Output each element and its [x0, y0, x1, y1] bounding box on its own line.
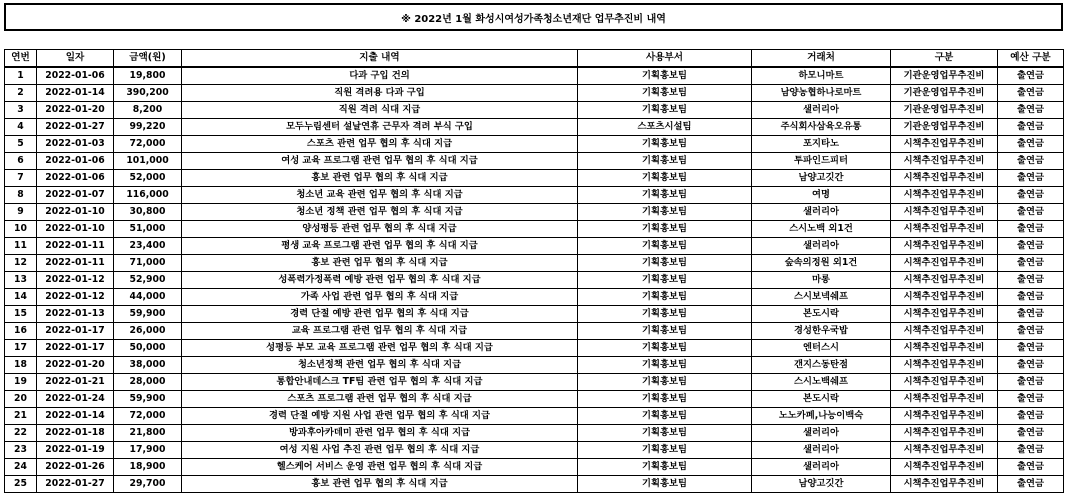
- cell-budget: 출연금: [998, 238, 1064, 255]
- header-vendor: 거래처: [752, 50, 891, 68]
- cell-category: 시책추진업무추진비: [891, 459, 998, 476]
- cell-date: 2022-01-21: [37, 374, 114, 391]
- table-row: [5, 459, 1064, 476]
- cell-no: 14: [5, 289, 37, 306]
- cell-no: 6: [5, 153, 37, 170]
- cell-no: 4: [5, 119, 37, 136]
- cell-department: 기획홍보팀: [578, 374, 752, 391]
- cell-no: 10: [5, 221, 37, 238]
- cell-description: 홍보 관련 업무 협의 후 식대 지급: [182, 255, 578, 272]
- cell-no: 12: [5, 255, 37, 272]
- cell-date: 2022-01-19: [37, 442, 114, 459]
- cell-date: 2022-01-27: [37, 476, 114, 493]
- cell-vendor: 숲속의정원 외1건: [752, 255, 891, 272]
- cell-budget: 출연금: [998, 221, 1064, 238]
- cell-date: 2022-01-17: [37, 340, 114, 357]
- cell-category: 시책추진업무추진비: [891, 289, 998, 306]
- cell-budget: 출연금: [998, 323, 1064, 340]
- cell-category: 시책추진업무추진비: [891, 408, 998, 425]
- cell-budget: 출연금: [998, 476, 1064, 493]
- cell-budget: 출연금: [998, 272, 1064, 289]
- cell-no: 20: [5, 391, 37, 408]
- cell-vendor: 엔터스시: [752, 340, 891, 357]
- cell-description: 다과 구입 건의: [182, 67, 578, 85]
- cell-budget: 출연금: [998, 340, 1064, 357]
- table-body: [5, 67, 1064, 493]
- cell-vendor: 남양농협하나로마트: [752, 85, 891, 102]
- cell-date: 2022-01-20: [37, 357, 114, 374]
- cell-date: 2022-01-12: [37, 289, 114, 306]
- cell-amount: 72,000: [114, 136, 182, 153]
- cell-category: 시책추진업무추진비: [891, 357, 998, 374]
- cell-vendor: 남양고깃간: [752, 170, 891, 187]
- cell-category: 기관운영업무추진비: [891, 85, 998, 102]
- cell-budget: 출연금: [998, 459, 1064, 476]
- cell-vendor: 샐러리아: [752, 238, 891, 255]
- cell-description: 헬스케어 서비스 운영 관련 업무 협의 후 식대 지급: [182, 459, 578, 476]
- cell-budget: 출연금: [998, 136, 1064, 153]
- cell-category: 시책추진업무추진비: [891, 306, 998, 323]
- cell-description: 청소년정책 관련 업무 협의 후 식대 지급: [182, 357, 578, 374]
- cell-description: 직원 격려 식대 지급: [182, 102, 578, 119]
- cell-no: 5: [5, 136, 37, 153]
- cell-department: 기획홍보팀: [578, 357, 752, 374]
- cell-department: 기획홍보팀: [578, 272, 752, 289]
- cell-budget: 출연금: [998, 255, 1064, 272]
- cell-department: 기획홍보팀: [578, 476, 752, 493]
- cell-budget: 출연금: [998, 442, 1064, 459]
- cell-description: 가족 사업 관련 업무 협의 후 식대 지급: [182, 289, 578, 306]
- cell-amount: 99,220: [114, 119, 182, 136]
- cell-vendor: 주식회사삼육오유통: [752, 119, 891, 136]
- cell-budget: 출연금: [998, 374, 1064, 391]
- cell-category: 기관운영업무추진비: [891, 119, 998, 136]
- cell-date: 2022-01-10: [37, 204, 114, 221]
- cell-amount: 29,700: [114, 476, 182, 493]
- cell-description: 방과후아카데미 관련 업무 협의 후 식대 지급: [182, 425, 578, 442]
- cell-amount: 116,000: [114, 187, 182, 204]
- cell-no: 24: [5, 459, 37, 476]
- cell-vendor: 경성한우국밥: [752, 323, 891, 340]
- cell-amount: 8,200: [114, 102, 182, 119]
- table-row: [5, 67, 1064, 85]
- cell-category: 시책추진업무추진비: [891, 391, 998, 408]
- cell-department: 기획홍보팀: [578, 289, 752, 306]
- cell-no: 22: [5, 425, 37, 442]
- cell-no: 23: [5, 442, 37, 459]
- cell-amount: 59,900: [114, 391, 182, 408]
- cell-vendor: 샐러리아: [752, 102, 891, 119]
- cell-department: 기획홍보팀: [578, 391, 752, 408]
- cell-date: 2022-01-10: [37, 221, 114, 238]
- cell-date: 2022-01-24: [37, 391, 114, 408]
- cell-no: 16: [5, 323, 37, 340]
- table-row: [5, 255, 1064, 272]
- cell-date: 2022-01-18: [37, 425, 114, 442]
- cell-date: 2022-01-06: [37, 67, 114, 85]
- cell-no: 18: [5, 357, 37, 374]
- table-row: [5, 289, 1064, 306]
- cell-department: 기획홍보팀: [578, 136, 752, 153]
- table-row: [5, 119, 1064, 136]
- cell-amount: 17,900: [114, 442, 182, 459]
- cell-no: 1: [5, 67, 37, 85]
- cell-description: 경력 단절 예방 지원 사업 관련 업무 협의 후 식대 지급: [182, 408, 578, 425]
- cell-department: 기획홍보팀: [578, 221, 752, 238]
- cell-category: 시책추진업무추진비: [891, 221, 998, 238]
- cell-no: 8: [5, 187, 37, 204]
- cell-department: 스포츠시설팀: [578, 119, 752, 136]
- cell-department: 기획홍보팀: [578, 102, 752, 119]
- table-row: [5, 85, 1064, 102]
- cell-category: 시책추진업무추진비: [891, 425, 998, 442]
- table-row: [5, 136, 1064, 153]
- cell-department: 기획홍보팀: [578, 408, 752, 425]
- cell-vendor: 샐러리아: [752, 442, 891, 459]
- cell-department: 기획홍보팀: [578, 67, 752, 85]
- cell-category: 시책추진업무추진비: [891, 187, 998, 204]
- cell-description: 양성평등 관련 업무 협의 후 식대 지급: [182, 221, 578, 238]
- cell-amount: 23,400: [114, 238, 182, 255]
- table-row: [5, 340, 1064, 357]
- cell-vendor: 스시노백 외1건: [752, 221, 891, 238]
- cell-category: 시책추진업무추진비: [891, 374, 998, 391]
- cell-no: 15: [5, 306, 37, 323]
- cell-description: 스포츠 프로그램 관련 업무 협의 후 식대 지급: [182, 391, 578, 408]
- cell-description: 직원 격려용 다과 구입: [182, 85, 578, 102]
- cell-vendor: 샐러리아: [752, 425, 891, 442]
- cell-amount: 101,000: [114, 153, 182, 170]
- cell-category: 시책추진업무추진비: [891, 255, 998, 272]
- cell-amount: 21,800: [114, 425, 182, 442]
- table-row: [5, 408, 1064, 425]
- cell-budget: 출연금: [998, 187, 1064, 204]
- table-row: [5, 204, 1064, 221]
- table-row: [5, 238, 1064, 255]
- cell-department: 기획홍보팀: [578, 238, 752, 255]
- cell-amount: 390,200: [114, 85, 182, 102]
- cell-date: 2022-01-13: [37, 306, 114, 323]
- table-row: [5, 323, 1064, 340]
- header-description: 지출 내역: [182, 50, 578, 68]
- cell-amount: 19,800: [114, 67, 182, 85]
- cell-budget: 출연금: [998, 408, 1064, 425]
- cell-amount: 71,000: [114, 255, 182, 272]
- cell-no: 21: [5, 408, 37, 425]
- table-row: [5, 374, 1064, 391]
- cell-budget: 출연금: [998, 119, 1064, 136]
- cell-no: 19: [5, 374, 37, 391]
- cell-budget: 출연금: [998, 391, 1064, 408]
- cell-date: 2022-01-07: [37, 187, 114, 204]
- cell-category: 시책추진업무추진비: [891, 340, 998, 357]
- cell-description: 여성 교육 프로그램 관련 업무 협의 후 식대 지급: [182, 153, 578, 170]
- cell-date: 2022-01-06: [37, 153, 114, 170]
- report-title: [4, 3, 1063, 31]
- cell-category: 시책추진업무추진비: [891, 323, 998, 340]
- cell-amount: 52,900: [114, 272, 182, 289]
- cell-date: 2022-01-03: [37, 136, 114, 153]
- cell-category: 시책추진업무추진비: [891, 153, 998, 170]
- cell-amount: 26,000: [114, 323, 182, 340]
- cell-vendor: 갠지스동탄점: [752, 357, 891, 374]
- cell-no: 17: [5, 340, 37, 357]
- table-row: [5, 153, 1064, 170]
- cell-amount: 52,000: [114, 170, 182, 187]
- cell-description: 여성 지원 사업 추진 관련 업무 협의 후 식대 지급: [182, 442, 578, 459]
- header-date: 일자: [37, 50, 114, 68]
- cell-department: 기획홍보팀: [578, 170, 752, 187]
- table-row: [5, 102, 1064, 119]
- cell-department: 기획홍보팀: [578, 255, 752, 272]
- cell-date: 2022-01-17: [37, 323, 114, 340]
- cell-amount: 50,000: [114, 340, 182, 357]
- table-row: [5, 442, 1064, 459]
- cell-vendor: 포지타노: [752, 136, 891, 153]
- expense-table: [4, 49, 1064, 493]
- cell-description: 스포츠 관련 업무 협의 후 식대 지급: [182, 136, 578, 153]
- cell-amount: 28,000: [114, 374, 182, 391]
- cell-description: 성평등 부모 교육 프로그램 관련 업무 협의 후 식대 지급: [182, 340, 578, 357]
- cell-budget: 출연금: [998, 306, 1064, 323]
- cell-description: 청소년 정책 관련 업무 협의 후 식대 지급: [182, 204, 578, 221]
- cell-amount: 30,800: [114, 204, 182, 221]
- cell-budget: 출연금: [998, 170, 1064, 187]
- cell-category: 시책추진업무추진비: [891, 136, 998, 153]
- cell-description: 홍보 관련 업무 협의 후 식대 지급: [182, 170, 578, 187]
- cell-budget: 출연금: [998, 357, 1064, 374]
- cell-department: 기획홍보팀: [578, 204, 752, 221]
- cell-department: 기획홍보팀: [578, 153, 752, 170]
- cell-date: 2022-01-12: [37, 272, 114, 289]
- cell-budget: 출연금: [998, 204, 1064, 221]
- table-row: [5, 306, 1064, 323]
- header-no: 연번: [5, 50, 37, 68]
- cell-budget: 출연금: [998, 153, 1064, 170]
- header-category: 구분: [891, 50, 998, 68]
- cell-vendor: 투파인드피터: [752, 153, 891, 170]
- cell-date: 2022-01-14: [37, 408, 114, 425]
- cell-vendor: 본도시락: [752, 391, 891, 408]
- cell-amount: 72,000: [114, 408, 182, 425]
- cell-description: 모두누림센터 설날연휴 근무자 격려 부식 구입: [182, 119, 578, 136]
- cell-description: 경력 단절 예방 관련 업무 협의 후 식대 지급: [182, 306, 578, 323]
- report-title-text: ※ 2022년 1월 화성시여성가족청소년재단 업무추진비 내역: [401, 13, 666, 25]
- cell-budget: 출연금: [998, 85, 1064, 102]
- cell-amount: 51,000: [114, 221, 182, 238]
- cell-vendor: 샐러리아: [752, 204, 891, 221]
- cell-amount: 18,900: [114, 459, 182, 476]
- header-amount: 금액(원): [114, 50, 182, 68]
- table-header-row: [5, 50, 1064, 68]
- cell-no: 13: [5, 272, 37, 289]
- cell-amount: 59,900: [114, 306, 182, 323]
- cell-budget: 출연금: [998, 289, 1064, 306]
- cell-category: 기관운영업무추진비: [891, 67, 998, 85]
- cell-date: 2022-01-27: [37, 119, 114, 136]
- cell-category: 시책추진업무추진비: [891, 238, 998, 255]
- cell-category: 시책추진업무추진비: [891, 170, 998, 187]
- cell-date: 2022-01-11: [37, 255, 114, 272]
- cell-date: 2022-01-06: [37, 170, 114, 187]
- cell-department: 기획홍보팀: [578, 442, 752, 459]
- cell-vendor: 노노카페,나능이백숙: [752, 408, 891, 425]
- cell-date: 2022-01-20: [37, 102, 114, 119]
- cell-department: 기획홍보팀: [578, 425, 752, 442]
- cell-amount: 38,000: [114, 357, 182, 374]
- cell-amount: 44,000: [114, 289, 182, 306]
- cell-date: 2022-01-14: [37, 85, 114, 102]
- cell-vendor: 남양고깃간: [752, 476, 891, 493]
- cell-no: 11: [5, 238, 37, 255]
- cell-vendor: 여명: [752, 187, 891, 204]
- table-row: [5, 272, 1064, 289]
- cell-vendor: 본도시락: [752, 306, 891, 323]
- cell-department: 기획홍보팀: [578, 85, 752, 102]
- cell-department: 기획홍보팀: [578, 323, 752, 340]
- cell-description: 홍보 관련 업무 협의 후 식대 지급: [182, 476, 578, 493]
- table-row: [5, 476, 1064, 493]
- cell-date: 2022-01-26: [37, 459, 114, 476]
- cell-department: 기획홍보팀: [578, 340, 752, 357]
- cell-vendor: 하모니마트: [752, 67, 891, 85]
- cell-no: 2: [5, 85, 37, 102]
- cell-category: 기관운영업무추진비: [891, 102, 998, 119]
- table-row: [5, 425, 1064, 442]
- cell-department: 기획홍보팀: [578, 459, 752, 476]
- cell-description: 청소년 교육 관련 업무 협의 후 식대 지급: [182, 187, 578, 204]
- table-row: [5, 170, 1064, 187]
- table-row: [5, 187, 1064, 204]
- cell-budget: 출연금: [998, 67, 1064, 85]
- cell-department: 기획홍보팀: [578, 306, 752, 323]
- cell-description: 통합안내데스크 TF팀 관련 업무 협의 후 식대 지급: [182, 374, 578, 391]
- cell-category: 시책추진업무추진비: [891, 476, 998, 493]
- cell-no: 7: [5, 170, 37, 187]
- cell-category: 시책추진업무추진비: [891, 272, 998, 289]
- cell-description: 평생 교육 프로그램 관련 업무 협의 후 식대 지급: [182, 238, 578, 255]
- cell-budget: 출연금: [998, 102, 1064, 119]
- table-row: [5, 391, 1064, 408]
- cell-category: 시책추진업무추진비: [891, 204, 998, 221]
- table-row: [5, 221, 1064, 238]
- cell-date: 2022-01-11: [37, 238, 114, 255]
- cell-budget: 출연금: [998, 425, 1064, 442]
- cell-vendor: 마롱: [752, 272, 891, 289]
- cell-description: 성폭력가정폭력 예방 관련 업무 협의 후 식대 지급: [182, 272, 578, 289]
- cell-vendor: 스시보넥쉐프: [752, 289, 891, 306]
- cell-description: 교육 프로그램 관련 업무 협의 후 식대 지급: [182, 323, 578, 340]
- cell-vendor: 스시노백쉐프: [752, 374, 891, 391]
- cell-vendor: 샐러리아: [752, 459, 891, 476]
- cell-no: 9: [5, 204, 37, 221]
- header-budget: 예산 구분: [998, 50, 1064, 68]
- cell-category: 시책추진업무추진비: [891, 442, 998, 459]
- cell-no: 3: [5, 102, 37, 119]
- table-row: [5, 357, 1064, 374]
- cell-no: 25: [5, 476, 37, 493]
- cell-department: 기획홍보팀: [578, 187, 752, 204]
- header-department: 사용부서: [578, 50, 752, 68]
